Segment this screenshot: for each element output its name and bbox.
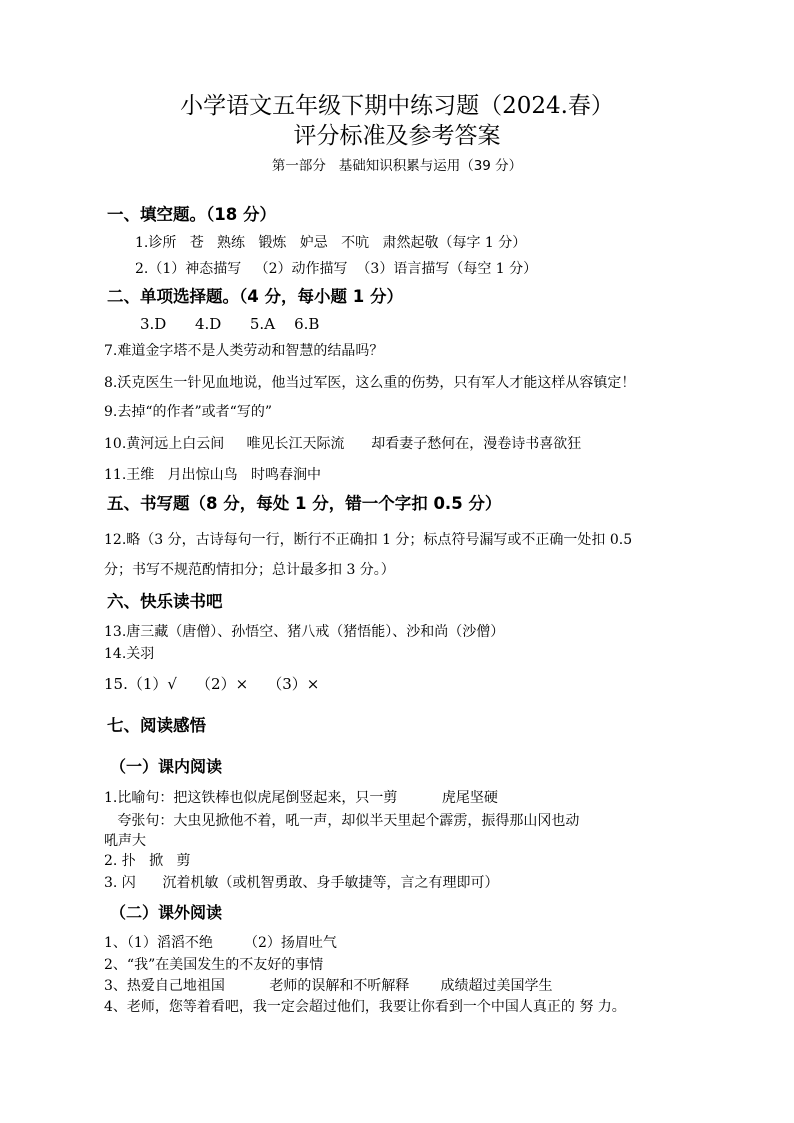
reading-1-answer-1b: 夸张句：大虫见掀他不着，吼一声，却似半天里起个霹雳，振得那山冈也动: [104, 813, 580, 829]
q13-answer: 13.唐三藏（唐僧）、孙悟空、猪八戒（猪悟能）、沙和尚（沙僧）: [104, 624, 505, 640]
title-line-1: 小学语文五年级下期中练习题（2024.春）: [180, 93, 614, 119]
reading-2-answer-4: 4、老师，您等着看吧，我一定会超过他们，我要让你看到一个中国人真正的 努 力。: [104, 999, 626, 1015]
q14-answer: 14.关羽: [104, 646, 155, 662]
title-line-2: 评分标准及参考答案: [293, 123, 501, 149]
reading-1-answer-2: 2. 扑 掀 剪: [104, 853, 191, 869]
part-heading: 第一部分 基础知识积累与运用（39 分）: [271, 158, 523, 174]
reading-1-answer-3: 3. 闪 沉着机敏（或机智勇敢、身手敏捷等，言之有理即可）: [104, 875, 499, 891]
q12-answer-line-2: 分；书写不规范酌情扣分；总计最多扣 3 分。）: [104, 562, 395, 578]
section-5-heading: 五、书写题（8 分，每处 1 分，错一个字扣 0.5 分）: [107, 494, 502, 513]
section-6-heading: 六、快乐读书吧: [107, 592, 223, 611]
q10-answer: 10.黄河远上白云间 唯见长江天际流 却看妻子愁何在，漫卷诗书喜欲狂: [104, 436, 582, 452]
subsection-1-heading: （一）课内阅读: [110, 757, 223, 776]
reading-1-answer-1: 1.比喻句：把这铁棒也似虎尾倒竖起来，只一剪 虎尾坚硬: [104, 790, 498, 806]
reading-1-answer-1c: 吼声大: [104, 833, 146, 849]
reading-2-answer-3: 3、热爱自己地祖国 老师的误解和不听解释 成绩超过美国学生: [104, 978, 553, 994]
q1-answer: 1.诊所 苍 熟练 锻炼 妒忌 不吭 肃然起敬（每字 1 分）: [135, 235, 527, 251]
q3-6-answers: 3.D 4.D 5.A 6.B: [140, 315, 320, 333]
reading-2-answer-2: 2、“我”在美国发生的不友好的事情: [104, 957, 324, 973]
section-2-heading: 二、单项选择题。（4 分，每小题 1 分）: [107, 287, 403, 306]
q12-answer-line-1: 12.略（3 分，古诗每句一行，断行不正确扣 1 分；标点符号漏写或不正确一处扣 0.5: [104, 532, 633, 548]
reading-2-answer-1: 1、（1）滔滔不绝 （2）扬眉吐气: [104, 935, 337, 951]
q8-answer: 8.沃克医生一针见血地说，他当过军医，这么重的伤势，只有军人才能这样从容镇定！: [104, 375, 636, 391]
q15-answer: 15.（1）√ （2）× （3）×: [104, 675, 320, 693]
q11-answer: 11.王维 月出惊山鸟 时鸣春涧中: [104, 467, 321, 483]
q9-answer: 9.去掉“的作者”或者“写的”: [104, 404, 272, 420]
section-1-heading: 一、填空题。（18 分）: [107, 205, 276, 224]
q2-answer: 2.（1）神态描写 （2）动作描写 （3）语言描写（每空 1 分）: [135, 261, 538, 277]
q7-answer: 7.难道金字塔不是人类劳动和智慧的结晶吗？: [104, 343, 384, 359]
subsection-2-heading: （二）课外阅读: [110, 903, 223, 922]
section-7-heading: 七、阅读感悟: [107, 716, 206, 735]
